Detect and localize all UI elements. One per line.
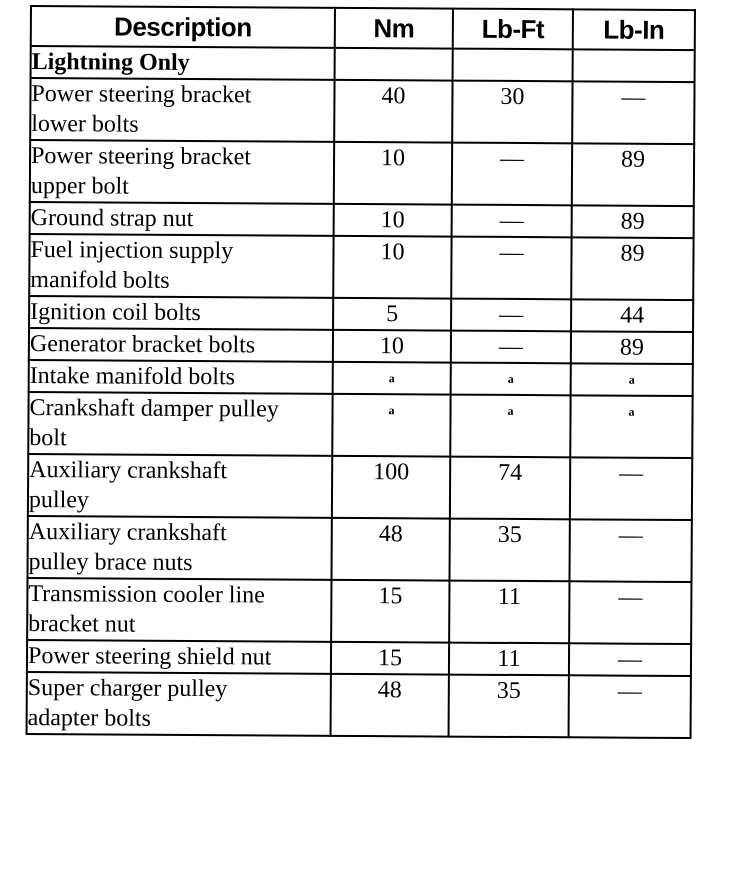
description-line: lower bolts — [31, 111, 139, 138]
section-empty-cell — [453, 49, 573, 82]
header-lb-ft: Lb-Ft — [453, 9, 573, 50]
description-line: Ignition coil bolts — [30, 299, 201, 327]
description-cell — [28, 454, 332, 518]
description-line: Transmission cooler line — [28, 581, 265, 609]
table-row — [27, 640, 691, 676]
nm-cell: 15 — [331, 580, 449, 643]
lb-ft-cell: — — [452, 205, 572, 238]
footnote-marker: a — [507, 371, 514, 386]
nm-cell: 10 — [333, 330, 451, 363]
lb-ft-cell: — — [451, 237, 571, 300]
lb-in-cell: — — [569, 519, 691, 582]
nm-cell: 15 — [331, 642, 449, 675]
description-cell — [30, 140, 334, 204]
table-row — [27, 516, 691, 582]
nm-cell: 10 — [334, 142, 452, 205]
description-line: Power steering bracket — [31, 81, 252, 109]
section-title: Lightning Only — [31, 46, 335, 80]
description-line: upper bolt — [30, 173, 129, 200]
footnote-marker: a — [628, 404, 635, 419]
lb-in-cell: 89 — [572, 143, 694, 206]
lb-ft-cell — [451, 363, 571, 396]
footnote-marker: a — [388, 371, 395, 386]
table-row — [30, 202, 694, 238]
lb-ft-cell — [450, 395, 570, 458]
description-line: pulley — [28, 487, 90, 514]
table-row — [29, 296, 693, 332]
header-row — [31, 6, 695, 50]
nm-cell: 40 — [334, 80, 452, 143]
description-line: manifold bolts — [30, 267, 170, 294]
description-cell — [27, 640, 331, 674]
nm-cell — [332, 394, 450, 457]
torque-spec-table — [26, 5, 696, 739]
lb-ft-cell: 35 — [449, 519, 569, 582]
header-lb-in: Lb-In — [573, 9, 695, 50]
description-line: Fuel injection supply — [30, 237, 234, 265]
table-row — [30, 140, 694, 206]
table-row — [29, 234, 693, 300]
description-line: Power steering shield nut — [27, 643, 272, 671]
description-cell — [29, 296, 333, 330]
footnote-marker: a — [388, 403, 395, 418]
lb-in-cell: — — [569, 675, 691, 738]
table-row — [30, 78, 694, 144]
description-line: Super charger pulley — [27, 674, 228, 703]
section-empty-cell — [573, 49, 695, 82]
lb-in-cell: — — [572, 81, 694, 144]
table-body — [27, 46, 695, 738]
lb-ft-cell: — — [451, 331, 571, 364]
lb-in-cell: — — [569, 581, 691, 644]
lb-ft-cell: 74 — [450, 457, 570, 520]
description-line: Intake manifold bolts — [29, 363, 236, 391]
lb-ft-cell: 11 — [449, 643, 569, 676]
description-cell — [30, 78, 334, 142]
header-description: Description — [31, 6, 335, 48]
table-row — [29, 328, 693, 364]
description-line: bolt — [29, 425, 67, 452]
table-row — [28, 454, 692, 520]
lb-in-cell: 89 — [571, 237, 693, 300]
description-cell — [30, 202, 334, 236]
lb-in-cell: — — [569, 643, 691, 676]
description-line: Generator bracket bolts — [29, 331, 256, 359]
lb-ft-cell: 35 — [449, 675, 569, 738]
description-line: Ground strap nut — [30, 205, 194, 233]
description-line: Auxiliary crankshaft — [29, 457, 228, 485]
torque-spec-sheet — [26, 5, 694, 739]
lb-ft-cell: 30 — [452, 81, 572, 144]
description-cell — [27, 672, 331, 736]
description-line: pulley brace nuts — [28, 549, 193, 577]
nm-cell: 48 — [331, 518, 449, 581]
description-line: bracket nut — [28, 611, 136, 638]
nm-cell: 10 — [333, 236, 451, 299]
description-line: Power steering bracket — [30, 143, 252, 171]
lb-in-cell: 89 — [571, 331, 693, 364]
description-cell — [29, 328, 333, 362]
lb-ft-cell: — — [451, 299, 571, 332]
lb-in-cell — [570, 395, 692, 458]
table-row — [27, 672, 691, 738]
nm-cell: 48 — [331, 674, 449, 737]
lb-in-cell: 89 — [572, 205, 694, 238]
footnote-marker: a — [507, 403, 514, 418]
section-row — [31, 46, 695, 82]
lb-in-cell: 44 — [571, 299, 693, 332]
nm-cell: 10 — [334, 204, 452, 237]
description-line: Crankshaft damper pulley — [29, 395, 279, 423]
lb-ft-cell: — — [452, 143, 572, 206]
footnote-marker: a — [628, 372, 635, 387]
section-empty-cell — [335, 48, 453, 81]
nm-cell — [333, 362, 451, 395]
lb-in-cell — [571, 363, 693, 396]
description-cell — [27, 578, 331, 642]
nm-cell: 5 — [333, 298, 451, 331]
description-cell — [28, 392, 332, 456]
header-nm: Nm — [335, 8, 453, 49]
description-cell — [29, 234, 333, 298]
nm-cell: 100 — [332, 456, 450, 519]
lb-in-cell: — — [570, 457, 692, 520]
description-line: Auxiliary crankshaft — [28, 519, 227, 547]
description-cell — [27, 516, 331, 580]
description-cell — [29, 360, 333, 394]
table-row — [27, 578, 691, 644]
table-row — [28, 392, 692, 458]
table-row — [29, 360, 693, 396]
lb-ft-cell: 11 — [449, 581, 569, 644]
description-line: adapter bolts — [27, 704, 152, 732]
